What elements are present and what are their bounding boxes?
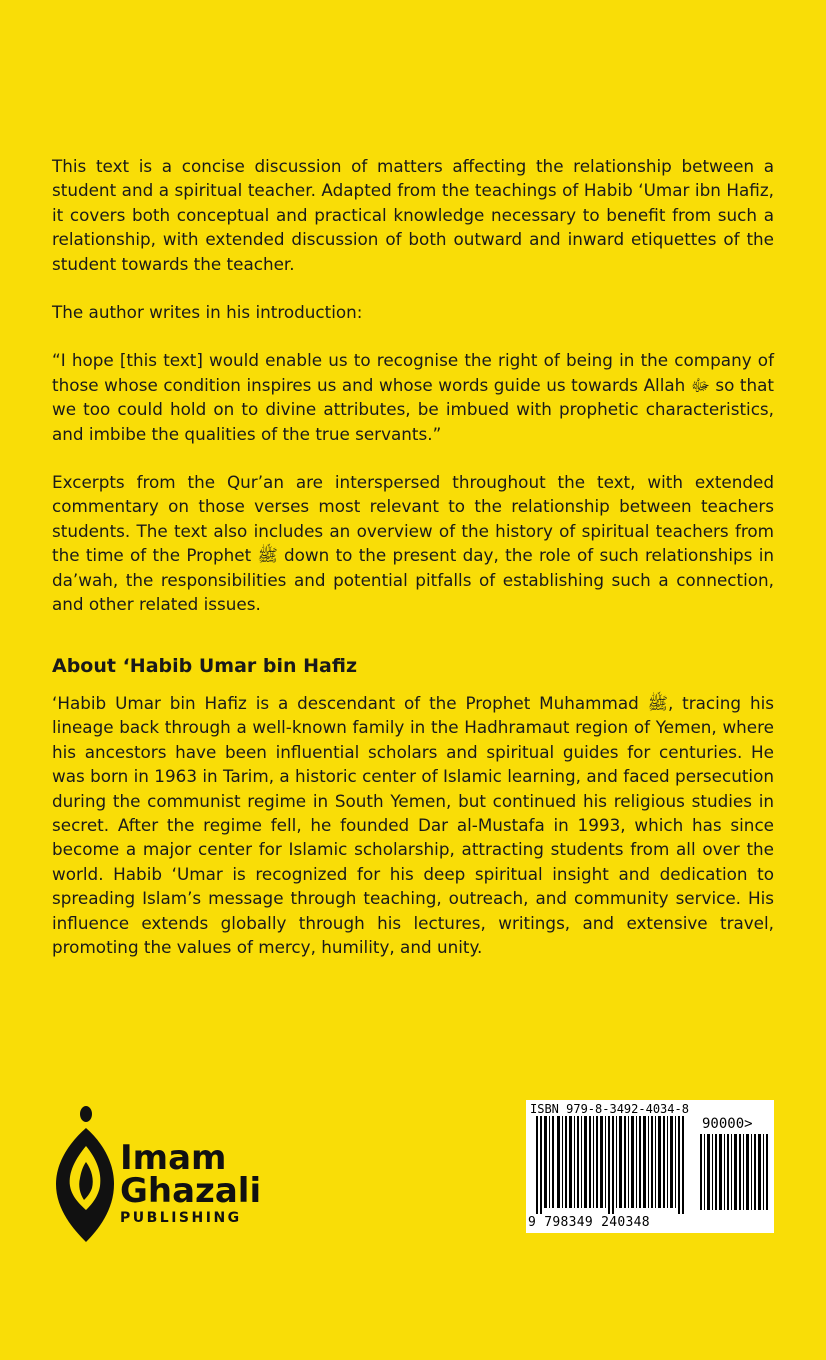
publisher-name-line3: PUBLISHING [120,1210,242,1226]
about-section [52,667,774,959]
ean-digits: 9 798349 240348 [528,1215,650,1230]
publisher-name-line1: Imam [120,1138,227,1178]
blurb-paragraph-2: The author writes in his introduction: [52,302,363,323]
addon-barcode-icon [700,1134,768,1210]
price-code: 90000> [702,1116,753,1132]
about-heading: About ‘Habib Umar bin Hafiz [52,655,358,677]
isbn-barcode [526,1100,774,1233]
publisher-logo [50,1106,280,1246]
blurb-paragraph-1: This text is a concise discussion of matters affecting the relationship between a student and a spiritual teacher. Adapted from the teachings of Habib ‘Umar ibn Hafiz, it covers both conceptual and practical knowledge necessary to benefit from such a relationship, with extended discussion of both outward and inward etiquettes of the student towards the teacher. [52,156,774,274]
flame-figure-icon [50,1106,118,1246]
about-text: ‘Habib Umar bin Hafiz is a descendant of the Prophet Muhammad ﷺ, tracing his lineage back through a well-known family in the Hadhramaut region of Yemen, where his ancestors have been influential scholars and spiritual guides for centuries. He was born in 1963 in Tarim, a historic center of Islamic learning, and faced persecution during the communist regime in South Yemen, but continued his religious studies in secret. After the regime fell, he founded Dar al-Mustafa in 1993, which has since become a major center for Islamic scholarship, attracting students from all over the world. Habib ‘Umar is recognized for his deep spiritual insight and dedication to spreading Islam’s message through teaching, outreach, and community service. His influence extends globally through his lectures, writings, and extensive travel, promoting the values of mercy, humility, and unity. [52,693,774,958]
isbn-number: ISBN 979-8-3492-4034-8 [530,1102,689,1116]
blurb-paragraph-4: Excerpts from the Qur’an are interspersed throughout the text, with extended commentary on those verses most relevant to the relationship between teachers students. The text also includes an overview of the history of spiritual teachers from the time of the Prophet ﷺ down to the present day, the role of such relationships in da’wah, the responsibilities and potential pitfalls of establishing such a connection, and other related issues. [52,472,774,615]
publisher-wordmark [120,1138,262,1226]
blurb-paragraph-3: “I hope [this text] would enable us to recognise the right of being in the company of those whose condition inspires us and whose words guide us towards Allah ﷻ so that we too could hold on to divine attributes, be imbued with prophetic characteristics, and imbibe the qualities of the true servants.” [52,350,774,444]
barcode-bars-icon [534,1116,694,1214]
publisher-name-line2: Ghazali [120,1171,262,1211]
blurb-section [52,154,774,641]
